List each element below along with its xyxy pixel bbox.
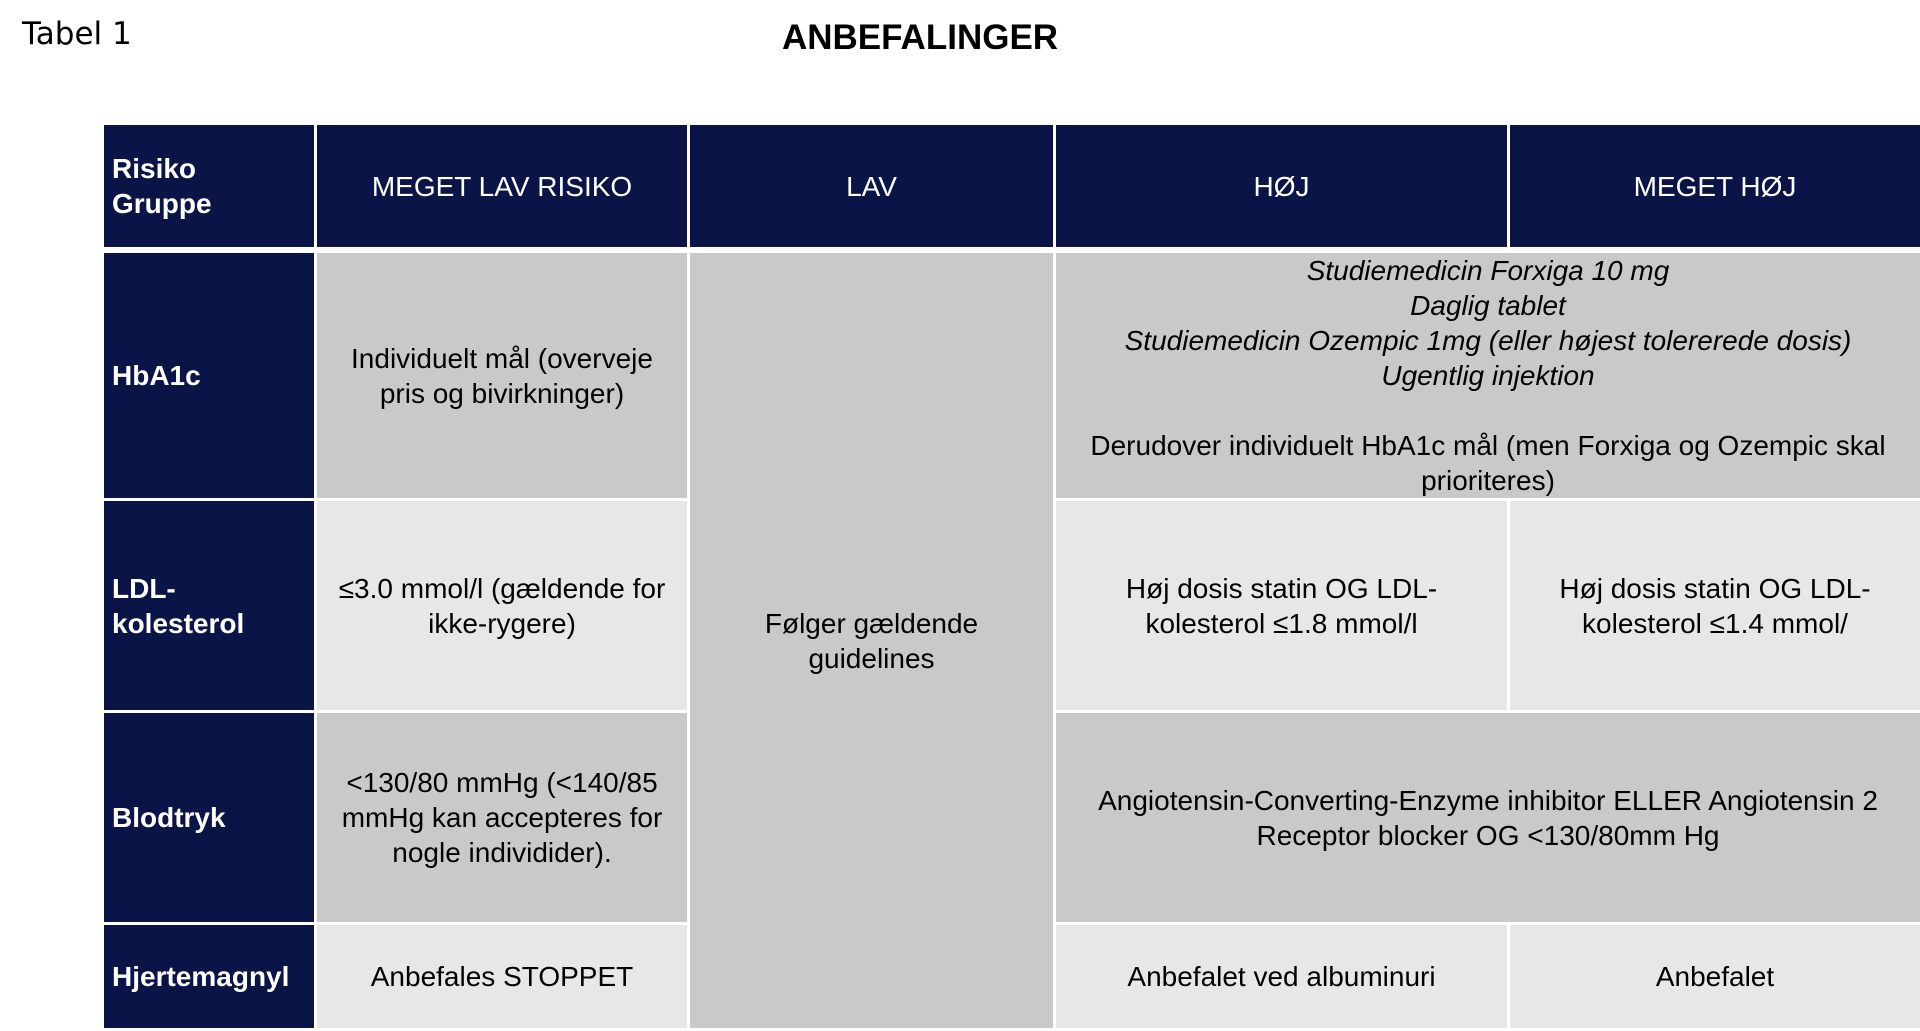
hba1c-gap — [1072, 393, 1904, 428]
header-risk-group: Risiko Gruppe — [103, 124, 316, 251]
header-very-high-risk: MEGET HØJ — [1509, 124, 1920, 251]
hba1c-note: Derudover individuelt HbA1c mål (men Forxiga og Ozempic skal prioriteres) — [1072, 428, 1904, 498]
row-label-aspirin: Hjertemagnyl — [103, 924, 316, 1030]
hba1c-drug-line-3: Studiemedicin Ozempic 1mg (eller højest tolererede dosis) — [1072, 323, 1904, 358]
row-label-ldl: LDL-kolesterol — [103, 500, 316, 712]
cell-hba1c-high-very-high — [1055, 250, 1920, 500]
cell-aspirin-high: Anbefalet ved albuminuri — [1055, 924, 1509, 1030]
cell-bp-very-low: <130/80 mmHg (<140/85 mmHg kan accepteres for nogle individider). — [316, 712, 689, 924]
hba1c-drug-line-1: Studiemedicin Forxiga 10 mg — [1072, 253, 1904, 288]
cell-ldl-very-low: ≤3.0 mmol/l (gældende for ikke-rygere) — [316, 500, 689, 712]
cell-aspirin-very-low: Anbefales STOPPET — [316, 924, 689, 1030]
cell-bp-high-very-high: Angiotensin-Converting-Enzyme inhibitor ELLER Angiotensin 2 Receptor blocker OG <130/80mm Hg — [1055, 712, 1920, 924]
header-high-risk: HØJ — [1055, 124, 1509, 251]
cell-ldl-very-high: Høj dosis statin OG LDL-kolesterol ≤1.4 mmol/ — [1509, 500, 1920, 712]
table-label: Tabel 1 — [22, 16, 132, 52]
table-row-hba1c — [103, 250, 1920, 500]
cell-hba1c-very-low: Individuelt mål (overveje pris og bivirkninger) — [316, 250, 689, 500]
header-very-low-risk: MEGET LAV RISIKO — [316, 124, 689, 251]
header-row — [103, 124, 1920, 251]
cell-low-risk-all: Følger gældende guidelines — [689, 250, 1055, 1030]
hba1c-drug-line-2: Daglig tablet — [1072, 288, 1904, 323]
page-title: ANBEFALINGER — [0, 18, 1840, 58]
row-label-hba1c: HbA1c — [103, 250, 316, 500]
header-low-risk: LAV — [689, 124, 1055, 251]
hba1c-drug-line-4: Ugentlig injektion — [1072, 358, 1904, 393]
cell-ldl-high: Høj dosis statin OG LDL-kolesterol ≤1.8 mmol/l — [1055, 500, 1509, 712]
cell-aspirin-very-high: Anbefalet — [1509, 924, 1920, 1030]
row-label-bp: Blodtryk — [103, 712, 316, 924]
recommendations-table — [101, 122, 1920, 1031]
